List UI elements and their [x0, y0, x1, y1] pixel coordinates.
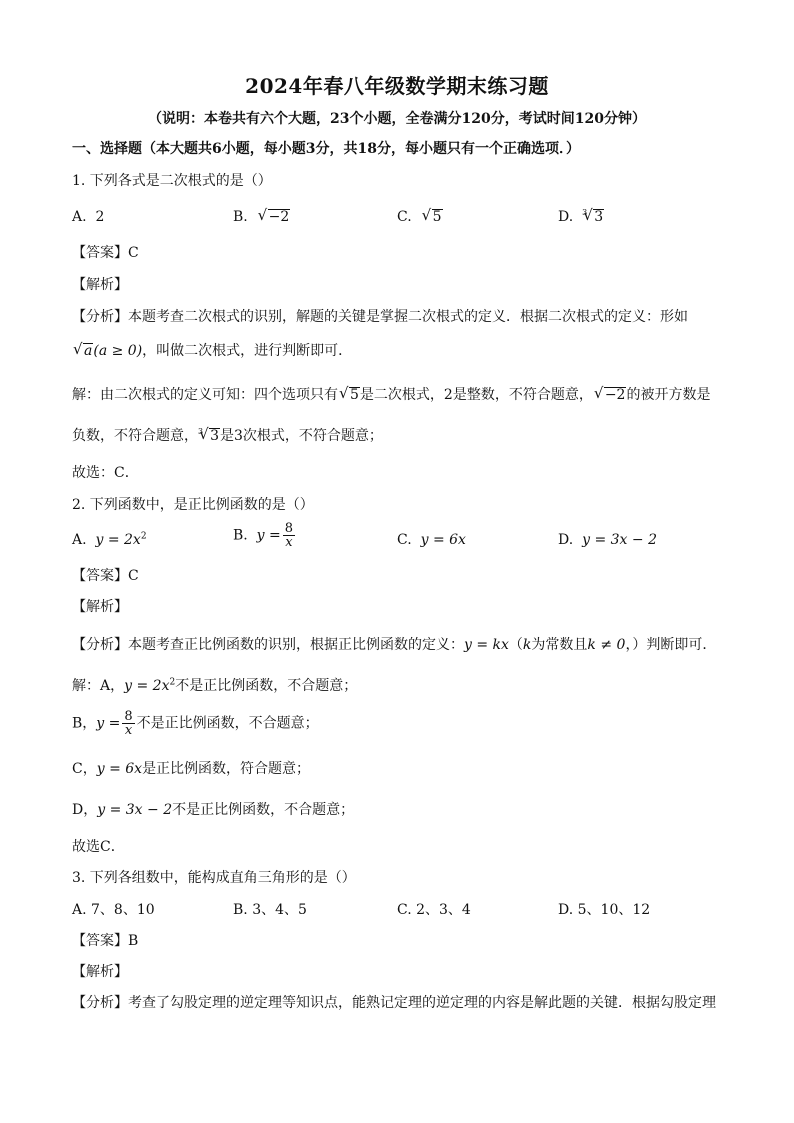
q2-b-num: 8	[284, 521, 294, 536]
q2-b-den: x	[285, 535, 293, 550]
q1-b-radicand: −2	[268, 209, 290, 225]
q2-analysis-expr: y = kx	[464, 637, 509, 653]
q1-sol-rad3: 3	[210, 428, 220, 444]
q2-analysis-a: 【分析】本题考查正比例函数的识别，根据正比例函数的定义：	[72, 637, 464, 653]
q2-analysis-b: （	[508, 637, 523, 653]
q3-answer: 【答案】B	[72, 933, 139, 949]
q2-solution-d	[72, 801, 354, 819]
q2-option-b	[233, 522, 297, 549]
q2-sol-c-post: 是正比例函数，符合题意；	[142, 761, 311, 777]
q1-a-value: 2	[95, 209, 105, 225]
q2-sol-d-post: 不是正比例函数，不合题意；	[172, 802, 355, 818]
q1-d-radicand: 3	[594, 209, 604, 225]
q2-option-d	[558, 531, 657, 549]
q1-sol-text-a: 解：由二次根式的定义可知：四个选项只有	[72, 387, 338, 403]
section-heading: 一、选择题（本大题共6小题，每小题3分，共18分，每小题只有一个正确选项．）	[72, 141, 580, 157]
q1-sol-text-d: 负数，不符合题意，	[72, 428, 198, 444]
q3-analysis: 【分析】考查了勾股定理的逆定理等知识点，能熟记定理的逆定理的内容是解此题的关键．根据勾股定理	[72, 995, 716, 1011]
q2-sol-c-pre: C，	[72, 761, 97, 777]
q3-option-b: B. 3、4、5	[233, 902, 307, 918]
q2-option-a	[72, 531, 147, 549]
q1-stem: 1. 下列各式是二次根式的是（）	[72, 173, 272, 189]
q2-jiexi: 【解析】	[72, 599, 128, 615]
q1-a-label: A.	[72, 209, 87, 225]
q1-analysis-1: 【分析】本题考查二次根式的识别，解题的关键是掌握二次根式的定义．根据二次根式的定义：形如	[72, 309, 688, 325]
q1-solution-2	[72, 427, 383, 445]
q1-sol-text-e: 是3次根式，不符合题意；	[220, 428, 383, 444]
q3-option-c: C. 2、3、4	[397, 902, 471, 918]
q2-sol-d-expr: y = 3x − 2	[97, 802, 173, 818]
q2-sol-a-post: 不是正比例函数，不合题意；	[175, 678, 358, 694]
q1-analysis-cond: (a ≥ 0)	[93, 343, 143, 359]
q1-solution-1	[72, 386, 710, 404]
q2-analysis-k: k	[522, 637, 532, 653]
q2-a-expr: y = 2x	[95, 532, 141, 548]
q1-sol-index: 3	[198, 427, 204, 437]
q1-option-c	[397, 208, 443, 226]
q2-analysis-cond: k ≠ 0	[587, 637, 626, 653]
q3-option-a: A. 7、8、10	[72, 902, 155, 918]
q1-analysis-2	[72, 342, 352, 360]
q2-c-label: C.	[397, 532, 412, 548]
q2-d-label: D.	[558, 532, 574, 548]
q1-option-b	[233, 208, 290, 226]
q2-a-exp: 2	[140, 531, 147, 542]
q1-b-label: B.	[233, 209, 248, 225]
q2-sol-a-exp: 2	[169, 677, 176, 688]
q2-analysis-d: ，）判断即可．	[625, 637, 717, 653]
q2-b-label: B.	[233, 527, 248, 544]
q1-conclusion: 故选：C．	[72, 465, 139, 481]
q2-sol-b-num: 8	[124, 709, 133, 724]
q2-conclusion: 故选C．	[72, 839, 125, 855]
q2-answer: 【答案】C	[72, 568, 139, 584]
q2-analysis	[72, 636, 716, 654]
q1-sol-text-b: 是二次根式，2是整数，不符合题意，	[359, 387, 593, 403]
page-title: 2024年春八年级数学期末练习题	[245, 74, 549, 98]
q3-stem: 3. 下列各组数中，能构成直角三角形的是（）	[72, 870, 356, 886]
q2-solution-a	[72, 677, 357, 695]
q2-option-c	[397, 531, 466, 549]
q1-answer: 【答案】C	[72, 245, 139, 261]
exam-note: （说明：本卷共有六个大题，23个小题，全卷满分120分，考试时间120分钟）	[148, 111, 646, 127]
q2-solution-c	[72, 760, 310, 778]
q2-stem: 2. 下列函数中，是正比例函数的是（）	[72, 497, 314, 513]
q2-sol-c-expr: y = 6x	[96, 761, 143, 777]
q2-sol-b-lhs: y =	[96, 715, 121, 732]
q2-sol-b-post: 不是正比例函数，不合题意；	[136, 715, 319, 732]
q2-sol-a-expr: y = 2x	[124, 678, 170, 694]
q2-sol-a-pre: 解：A，	[72, 678, 125, 694]
q1-d-label: D.	[558, 209, 574, 225]
q3-option-d: D. 5、10、12	[558, 902, 651, 918]
q1-analysis-radicand: a	[84, 343, 93, 359]
q2-a-label: A.	[72, 532, 87, 548]
q2-sol-d-pre: D，	[72, 802, 98, 818]
q1-d-index: 3	[582, 208, 588, 218]
q1-c-radicand: 5	[432, 209, 442, 225]
q1-c-label: C.	[397, 209, 412, 225]
q2-analysis-c: 为常数且	[531, 637, 588, 653]
q1-sol-rad1: 5	[350, 387, 359, 403]
q2-c-expr: y = 6x	[420, 532, 466, 548]
q1-option-a	[72, 208, 104, 226]
q3-jiexi: 【解析】	[72, 964, 128, 980]
q1-sol-rad2: −2	[604, 387, 626, 403]
q2-sol-b-pre: B，	[72, 715, 97, 732]
q2-sol-b-den: x	[124, 723, 133, 738]
q1-jiexi: 【解析】	[72, 277, 128, 293]
q1-analysis-rest: ，叫做二次根式，进行判断即可．	[142, 343, 353, 359]
q2-b-lhs: y =	[256, 527, 281, 544]
q1-option-d	[558, 208, 604, 226]
q1-sol-text-c: 的被开方数是	[626, 387, 711, 403]
q2-solution-b	[72, 710, 319, 737]
q2-d-expr: y = 3x − 2	[582, 532, 657, 548]
